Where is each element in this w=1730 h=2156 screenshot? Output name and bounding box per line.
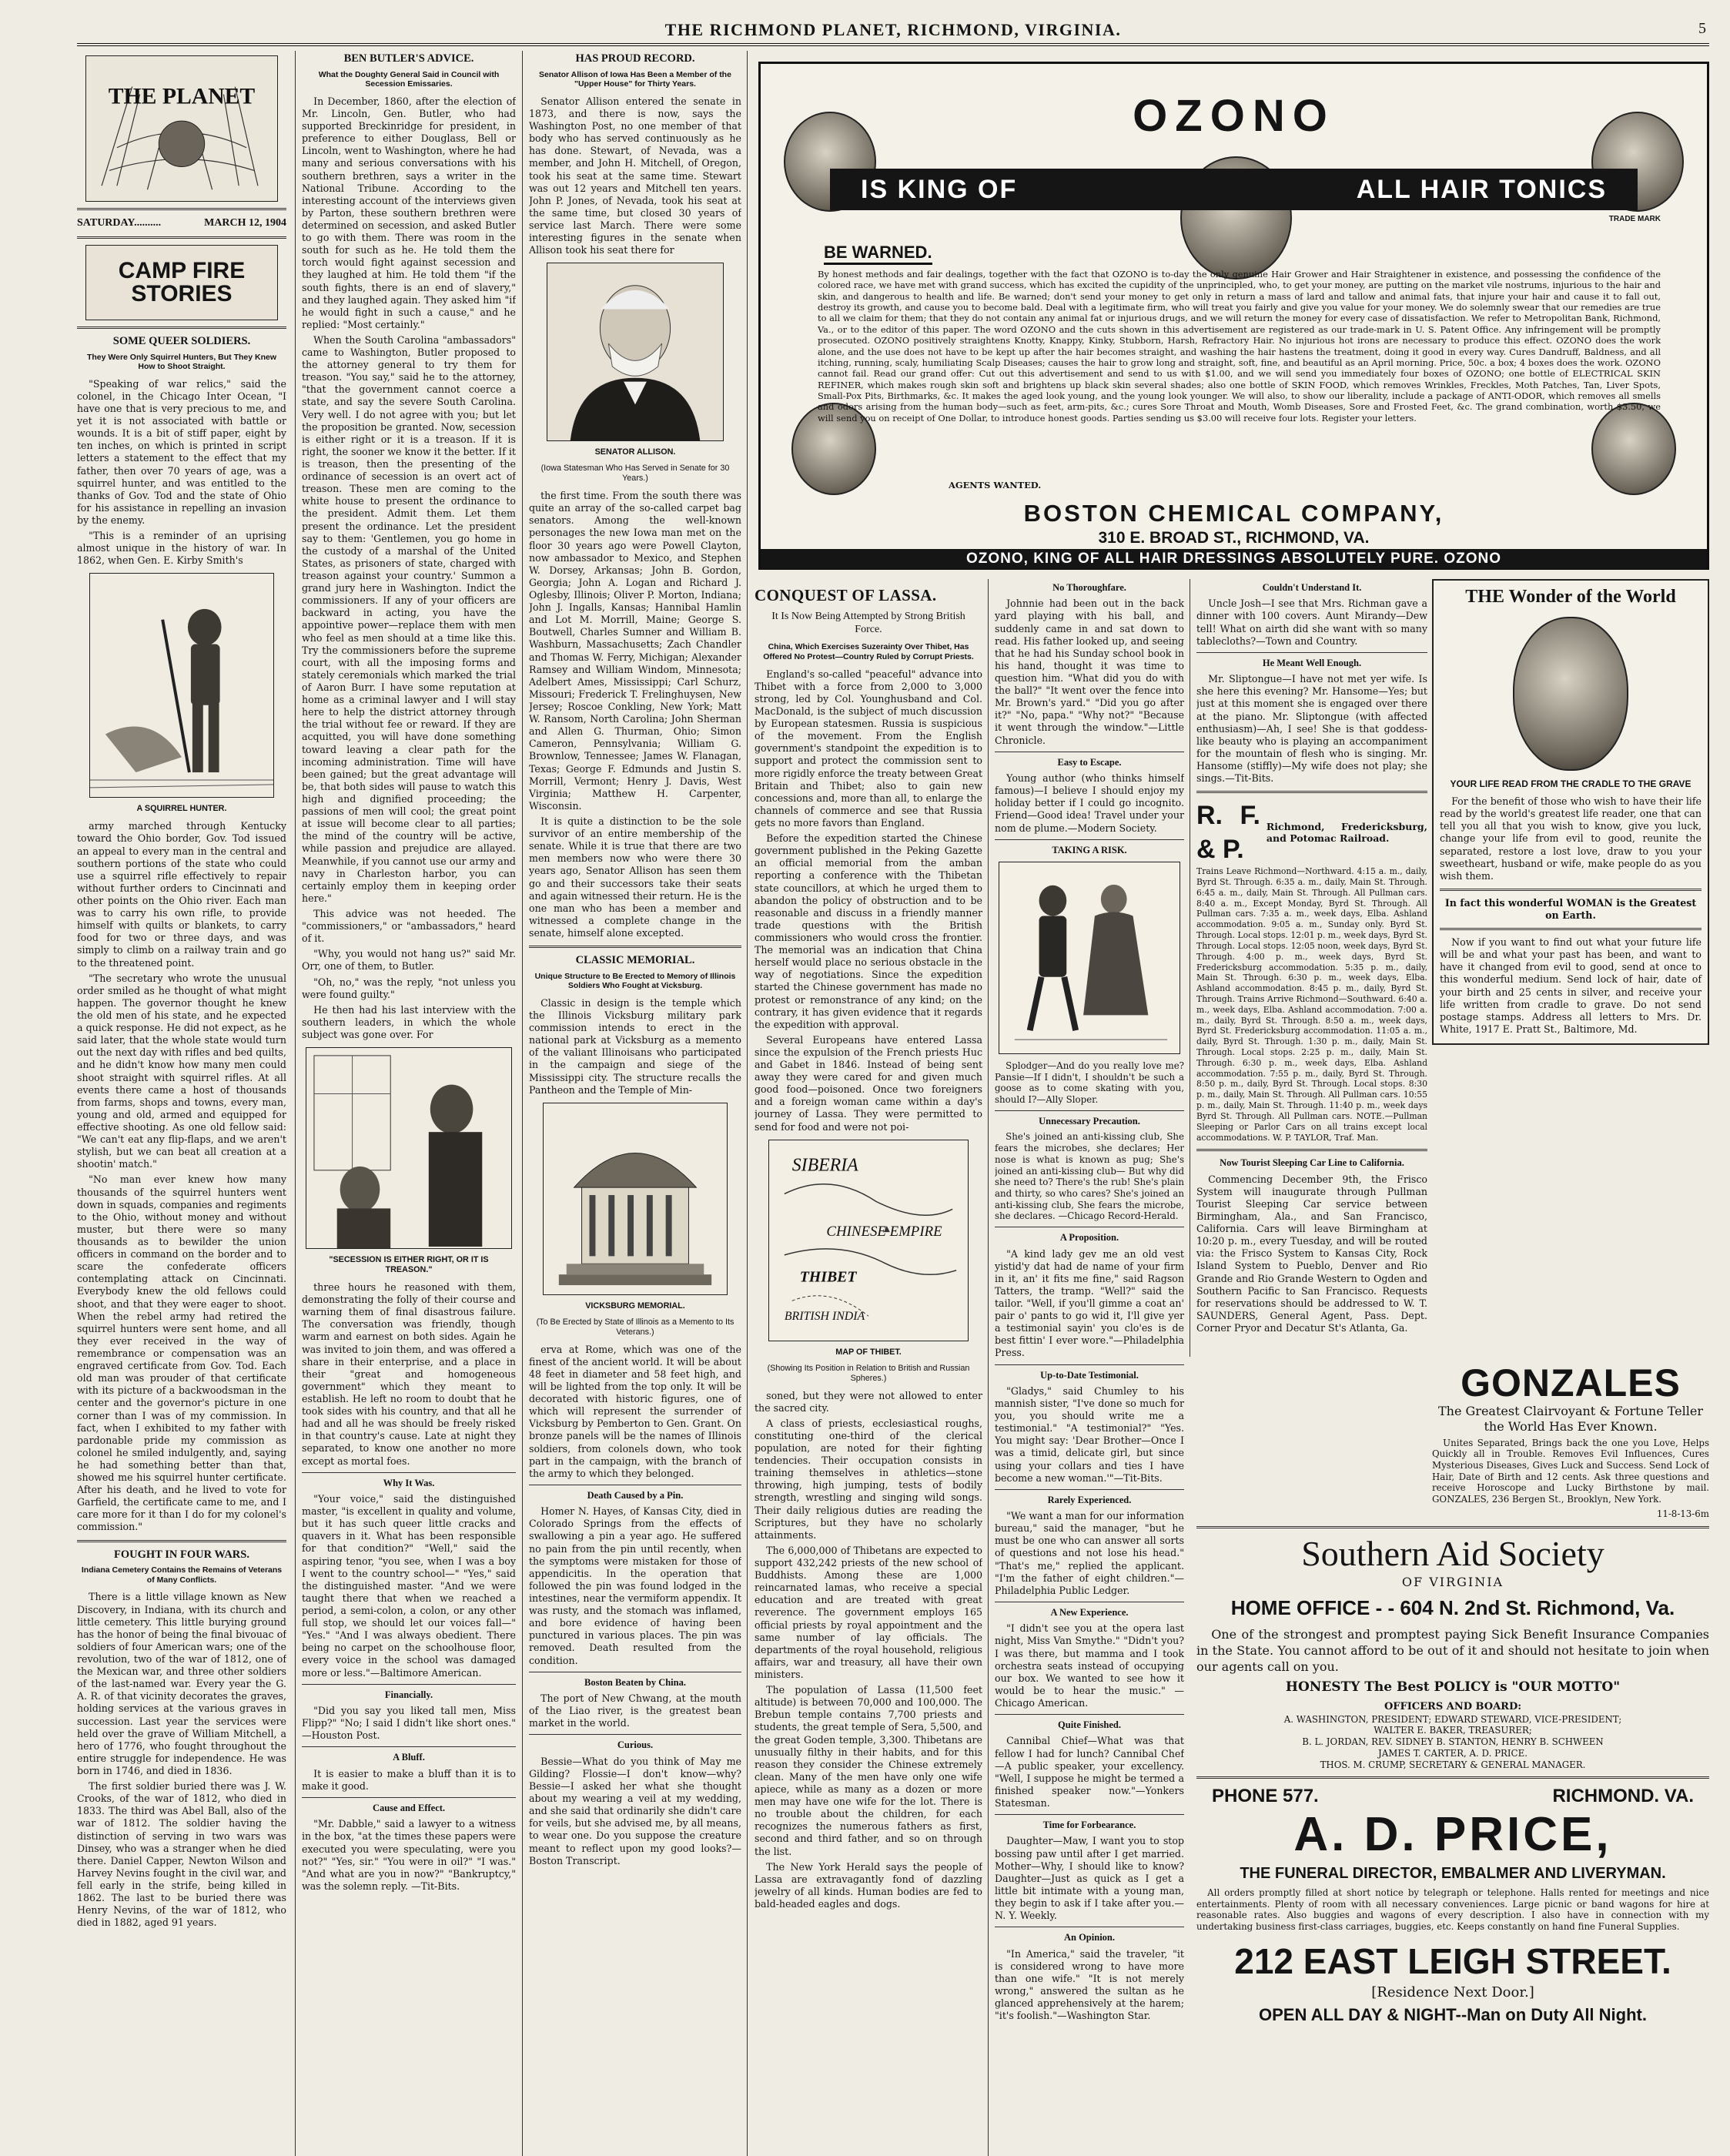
paragraph: In December, 1860, after the election of Mr. Lincoln, Gen. Butler, who had supported Breckinridge for president, in preference to either Douglass, Bell or Lincoln, went to Washington, where he had many and serious conversations with his southern brethren, says a writer in the National Tribune. According to the interesting account of the interviews given by Parton, these southern brethren were determined on secession, and asked Butler to go with them. There was room in the south for such as he. He told them the torch would fight against secession and they laughed at him. He told them "if the south fights, there is an end of slavery," and they laughed again. They asked him "if he would fight in such a cause," and he replied: "Most certainly." bbox=[302, 95, 516, 330]
article-subtitle: Unique Structure to Be Erected to Memory of Illinois Soldiers Who Fought at Vicksburg. bbox=[534, 971, 736, 991]
poem: She's joined an anti-kissing club, She fears the microbes, she declares; Her nose is what is known as pug; She's joined an anti-kissing club— But why did she need to? There's the rub! She's plain and thirty, so who cares? She's joined an anti-kissing club, She fears the microbe, she declares. —Chicago Record-Herald. bbox=[995, 1131, 1184, 1222]
trade-mark-label: TRADE MARK bbox=[1608, 215, 1661, 223]
newspaper-title: THE RICHMOND PLANET, RICHMOND, VIRGINIA. bbox=[664, 20, 1122, 39]
column-1 bbox=[77, 49, 286, 2148]
article-title: BEN BUTLER'S ADVICE. bbox=[343, 52, 474, 65]
butler-illustration bbox=[306, 1047, 512, 1249]
map-label-siberia: SIBERIA bbox=[791, 1155, 858, 1176]
issue-day: SATURDAY.......... bbox=[77, 217, 162, 229]
paragraph: Classic in design is the temple which the Illinois Vicksburg military park commission intends to erect in the national park at Vicksburg as a memento of the valiant Illinoisans who participated in the campaign and siege of the Mississippi city. The structure recalls the Pantheon and the Temple of Min- bbox=[529, 996, 741, 1096]
sas-officer-line: B. L. JORDAN, REV. SIDNEY B. STANTON, HENRY B. SCHWEEN bbox=[1302, 1736, 1604, 1748]
banner-right: ALL HAIR TONICS bbox=[1356, 174, 1607, 204]
illustration-caption: VICKSBURG MEMORIAL. bbox=[585, 1301, 685, 1311]
paragraph: It is easier to make a bluff than it is to make it good. bbox=[302, 1767, 516, 1792]
wonder-title: THE Wonder of the World bbox=[1465, 587, 1676, 607]
anecdote-title: A Bluff. bbox=[393, 1752, 425, 1763]
map-caption: MAP OF THIBET. bbox=[835, 1347, 902, 1357]
sas-officer-line: THOS. M. CRUMP, SECRETARY & GENERAL MANAGER. bbox=[1320, 1759, 1586, 1770]
divider bbox=[995, 839, 1184, 840]
article-subtitle: China, Which Exercises Suzerainty Over Thibet, Has Offered No Protest—Country Ruled by Corrupt Priests. bbox=[763, 642, 974, 662]
column-rule bbox=[747, 51, 748, 2156]
paragraph: "In America," said the traveler, "it is considered wrong to have more than one wife." "It is not merely wrong," answered the sultan as he glanced apprehensively at the harem; "it's foolish."—Washington Star. bbox=[995, 1947, 1184, 2022]
anecdote-title: A Proposition. bbox=[1059, 1232, 1119, 1244]
sas-of-virginia: OF VIRGINIA bbox=[1401, 1575, 1504, 1590]
ozono-banner bbox=[830, 169, 1638, 210]
company-address: 310 E. BROAD ST., RICHMOND, VA. bbox=[1098, 529, 1370, 547]
article-subtitle: What the Doughty General Said in Council with Secession Emissaries. bbox=[318, 69, 500, 89]
paragraph: soned, but they were not allowed to enter the sacred city. bbox=[755, 1389, 982, 1414]
paragraph: Cannibal Chief—What was that fellow I had for lunch? Cannibal Chef—A public speaker, your excellency. "Well, I suppose he might be termed a finished speaker now."—Yonkers Statesman. bbox=[995, 1735, 1184, 1809]
divider bbox=[995, 1110, 1184, 1111]
vicksburg-memorial-illustration bbox=[543, 1103, 728, 1295]
paragraph: Mr. Sliptongue—I have not met yer wife. Is she here this evening? Mr. Hansome—Yes; but just at this moment she is engaged over there at the piano. Mr. Sliptongue (with affected enthusiasm)—Ah, I see! She is that goddess-like beauty who is playing an accompaniment for the mountain of flesh who is singing. Mr. Hansome (stiffly)—My wife does not play; she sings.—Tit-Bits. bbox=[1196, 673, 1427, 785]
sas-text: One of the strongest and promptest paying Sick Benefit Insurance Companies in the State. You cannot afford to be out of it and should not hesitate to join when our agents call on you. bbox=[1196, 1626, 1709, 1674]
anecdote-title: Curious. bbox=[617, 1739, 654, 1751]
sas-officer-line: A. WASHINGTON, PRESIDENT; EDWARD STEWARD, VICE-PRESIDENT; bbox=[1283, 1713, 1622, 1725]
paragraph: There is a little village known as New Discovery, in Indiana, with its church and little cemetery. This little burying ground has the honor of being the final bivouac of soldiers of four American wars; one of the revolution, two of the war of 1812, one of the Mexican war, and three other soldiers of the last-named war. Every year the G. A. R. of that vicinity decorates the graves, holding services at the various graves in succession. Last year the services were held over the grave of William Mitchell, a hero of 1776, who fought throughout the entire struggle for independence. He was born in 1746, and died in 1836. bbox=[77, 1591, 286, 1776]
company-name: BOSTON CHEMICAL COMPANY, bbox=[1023, 500, 1444, 527]
gonzales-title: GONZALES bbox=[1461, 1363, 1681, 1404]
column-7 bbox=[1432, 579, 1709, 1357]
paragraph: Several Europeans have entered Lassa since the expulsion of the French priests Huc and Gabet in 1846. Instead of being sent away they were cared for and given much good food—poisoned. Once two foreigners and a foreign woman came within a day's journey of Lassa. They were permitted to send for food and were not poi- bbox=[755, 1033, 982, 1133]
price-city: RICHMOND. VA. bbox=[1552, 1786, 1694, 1807]
paragraph: Senator Allison entered the senate in 1873, and there is now, says the Washington Post, no one member of that body who has served continuously as he has done. Stewart, of Nevada, was a member, and John H. Mitchell, of Oregon, took his seat at the same time. Stewart was out 12 years and Mitchell ten years. John P. Jones, of Nevada, took his seat at the same time, but closed 30 years of service last March. There were some interesting figures in the senate when Allison took his seat there for bbox=[529, 95, 741, 256]
anecdote-title: Why It Was. bbox=[383, 1477, 435, 1488]
cartoon-caption: Splodger—And do you really love me? Pansie—If I didn't, I shouldn't be such a goose as to come skating with you, should I?—Ally Sloper. bbox=[995, 1060, 1184, 1106]
agents-wanted: AGENTS WANTED. bbox=[949, 480, 1042, 490]
anecdote-title: Quite Finished. bbox=[1058, 1719, 1121, 1731]
divider bbox=[1440, 928, 1702, 930]
anecdote-title: A New Experience. bbox=[1050, 1606, 1129, 1618]
divider bbox=[995, 1364, 1184, 1365]
anecdote-title: He Meant Well Enough. bbox=[1262, 657, 1362, 668]
price-street: 212 EAST LEIGH STREET. bbox=[1234, 1940, 1671, 1981]
gonzales-ad bbox=[1432, 1363, 1709, 1520]
paragraph: The 6,000,000 of Thibetans are expected to support 432,242 priests of the new school of Buddhists. Among these are 1,000 reincarnated lamas, who receive a special education and are treated with great reverence. The government employs 165 official priests by royal appointment and the same number of lay officials. The departments of the royal household, religious affairs, war and treasury, all have their own ministers. bbox=[755, 1544, 982, 1680]
wonder-of-world-ad bbox=[1432, 579, 1709, 1045]
portrait-caption: SENATOR ALLISON. bbox=[594, 447, 676, 457]
anecdote-title: An Opinion. bbox=[1063, 1932, 1115, 1943]
page-number: 5 bbox=[1698, 20, 1706, 37]
column-rule bbox=[988, 579, 989, 2156]
senator-allison-portrait bbox=[547, 263, 724, 441]
sas-officer-line: JAMES T. CARTER, A. D. PRICE. bbox=[1378, 1747, 1528, 1759]
column-4 bbox=[755, 579, 982, 2150]
planet-logo-text: THE PLANET bbox=[108, 84, 256, 109]
divider bbox=[77, 1540, 286, 1542]
article-subtitle: It Is Now Being Attempted by Strong British Force. bbox=[771, 610, 965, 635]
skating-cartoon bbox=[999, 862, 1180, 1054]
sas-officer-line: WALTER E. BAKER, TREASURER; bbox=[1374, 1725, 1532, 1736]
paragraph: "I didn't see you at the opera last night, Miss Van Smythe." "Didn't you? I was there, but mamma and I took orchestra seats instead of occupying our box. We wanted to see how it would be to hear the music." —Chicago American. bbox=[995, 1622, 1184, 1709]
divider bbox=[995, 1814, 1184, 1815]
paragraph: "Gladys," said Chumley to his mannish sister, "I've done so much for you, you should write me a testimonial." "A testimonial?" "Yes. You might say: 'Dear Brother—Once I was a timid, delicate girl, but since using your collars and ties I have become a new woman.'"—Tit-Bits. bbox=[995, 1384, 1184, 1484]
illustration-caption: A SQUIRREL HUNTER. bbox=[136, 804, 227, 814]
divider bbox=[529, 1734, 741, 1735]
anecdote-title: Cause and Effect. bbox=[372, 1802, 446, 1813]
divider bbox=[302, 1746, 516, 1747]
paragraph: This advice was not heeded. The "commissioners," or "ambassadors," heard of it. bbox=[302, 907, 516, 945]
ozono-body-text: By honest methods and fair dealings, together with the fact that OZONO is to-day the only genuine Hair Grower and Hair Straightener in existence, and possessing the confidence of the colored race, we have met with grand success, which has excited the cupidity of the unprincipled, who, to get your money, are putting on the market vile nostrums, injurious to the hair and skin, and dangerous to health and life. Be warned; don't send your money to get only in return a mass of lard and tallow and animal fats, that injure your hair and cause it to fall out, destroy its growth, and cause you to become bald. Deal with a legitimate firm, who will treat you fairly and give you value for your money. We do solemnly swear that our remedies are true to all we claim for them; that they do not contain any animal fat or injurious drugs, and we will return the money for every case of dissatisfaction. We refer to Metropolitan Bank, Richmond, Va., or to the editor of this paper. The word OZONO and the cuts shown in this advertisement are registered as our trade-mark in U. S. Patent Office. Any infringement will be promptly prosecuted. OZONO positively straightens Knotty, Knappy, Kinky, Stubborn, Harsh, Refractory Hair. No injurious hot irons are necessary to produce this effect. OZONO does the work alone, and the use does not have to be kept up after the hair becomes straight, and washing the hair hastens the treatment, doing it good in every way. Cures Dandruff, Baldness, and all itching, running, scaly, humiliating Scalp Diseases; causes the hair to grow long and straight, soft, fine, and beautiful as an April morning. Price, 50c. a box; 4 boxes does the work. OZONO cannot fail. Read our grand offer: Cut out this advertisement and send to us with $1.00, and we will send you immediately four boxes of OZONO; one bottle of ELECTRICAL SKIN REFINER, which makes rough skin soft and brightens up black skin several shades; also one bottle of SKIN FOOD, which removes Wrinkles, Freckles, Moth Patches, Tan, Liver Spots, Small-Pox Pits, Birthmarks, &c. It makes the aged look young, and the young look younger. We will also, to show our liberality, include a package of ANTI-ODOR, which removes all smells and odors arising from the human body—such as feet, arm-pits, &c.; cures Sore Throat and Mouth, Womb Diseases, Sore and Frosted Feet, &c. The grand combination, worth $3.50, we will send you on receipt of One Dollar, to introduce honest goods. Parties sending us $3.00 will receive four lots. Register your letters. bbox=[818, 269, 1661, 424]
article-title: CLASSIC MEMORIAL. bbox=[575, 954, 695, 967]
article-subtitle: Senator Allison of Iowa Has Been a Member of the "Upper House" for Thirty Years. bbox=[539, 69, 731, 89]
divider bbox=[1196, 1526, 1709, 1528]
rfp-timetable: Trains Leave Richmond—Northward. 4:15 a. m., daily, Byrd St. Through. 6:35 a. m., daily, Main St. Through. 6:45 a. m., daily, Main St. Through. All Pullman cars. 8:40 a. m., Except Monday, Byrd St. Through. All Pullman cars. 7:35 a. m., week days, Elba. Ashland accommodation. 9:05 a. m., Sunday only. Byrd St. Through. Local stops. 12:01 p. m., week days, Byrd St. Through. Local stops. 12:05 noon, week days, Byrd St. Through. 4:00 p. m., week days, Byrd St. Fredericksburg accommodation. 5:35 p. m., daily, Main St. Through. 6:30 p. m., week days, Elba. Ashland accommodation. 8:45 p. m., daily, Byrd St. Through. Trains Arrive Richmond—Southward. 6:40 a. m., week days, Elba. Ashland accommodation. 7:00 a. m., daily, Byrd St. Through. 8:50 a. m., week days, Byrd St. Fredericksburg accommodation. 11:05 a. m., daily, Byrd St. Through. 1:30 p. m., daily, Main St. Through. Local stops. 2:25 p. m., daily, Main St. Through. 6:30 p. m., week days, Elba. Ashland accommodation. 7:55 p. m., daily, Byrd St. Through. 8:50 p. m., daily, Byrd St. Through. Local stops. 8:30 p. m., daily, Main St. Through. All Pullman cars. 10:55 p. m., daily, Main St. Through. 11:40 p. m., week days Byrd St. Through. All Pullman cars. NOTE.—Pullman Sleeping or Parlor Cars on all trains except local accommodations. W. P. TAYLOR, Traf. Man. bbox=[1196, 866, 1427, 1143]
anecdote-title: Death Caused by a Pin. bbox=[587, 1489, 684, 1501]
gonzales-text: Unites Separated, Brings back the one you Love, Helps Quickly all in Trouble. Removes Evil Influences, Cures Mysterious Diseases, Gives Luck and Success. Send Lock of Hair, Date of Birth and 12 cents. Ask three questions and receive Horoscope and Lucky Birthstone by mail. GONZALES, 236 Bergen St., Brooklyn, New York. bbox=[1432, 1437, 1709, 1505]
divider bbox=[77, 208, 286, 210]
paragraph: "This is a reminder of an uprising almost unique in the history of war. In 1862, when Gen. E. Kirby Smith's bbox=[77, 530, 286, 567]
article-title: SOME QUEER SOLDIERS. bbox=[112, 334, 251, 347]
paragraph: Before the expedition started the Chinese government published in the Peking Gazette an official memorial from the amban reporting a conference with the Thibetan state councillors, at which he urged them to abandon the policy of obstruction and to be reasonable and discuss in a friendly manner trade questions with the British commissioners who would cross the frontier. The memorial was an indication that China herself would place no serious obstacle in the way of negotiations. Since the expedition started the Chinese government has made no protest or remonstrance of any kind; on the contrary, it has given evidence that it regards the expedition with approval. bbox=[755, 832, 982, 1030]
sas-officers-heading: OFFICERS AND BOARD: bbox=[1384, 1701, 1522, 1713]
map-label-india: BRITISH INDIA bbox=[784, 1309, 865, 1323]
rfp-railroad-header bbox=[1196, 799, 1427, 866]
price-text: All orders promptly filled at short notice by telegraph or telephone. Halls rented for meetings and nice entertainments. Plenty of room with all necessary conveniences. Large picnic or band wagons for hire at reasonable rates. Also buggies and wagons of every description. I also have in connection with my undertaking business first-class carriages, buggies, etc. Keeps constantly on hand fine Funeral Supplies. bbox=[1196, 1886, 1709, 1933]
paragraph: three hours he reasoned with them, demonstrating the folly of their course and warning them of final disastrous failure. The conversation was friendly, though warm and earnest on both sides. Again he was invited to join them, and was offered a share in their enterprise, and a place in their "great and homogeneous government" which they meant to establish. He left no room to doubt that he took sides with his country, and that all he had and all he was should be freely risked in that country's cause. Late at night they separated, to know one another no more except as mortal foes. bbox=[302, 1281, 516, 1467]
wonder-highlight: In fact this wonderful WOMAN is the Greatest on Earth. bbox=[1444, 896, 1697, 921]
sas-motto: HONESTY The Best POLICY is "OUR MOTTO" bbox=[1285, 1679, 1621, 1696]
divider bbox=[1196, 1149, 1427, 1151]
article-subtitle: Indiana Cemetery Contains the Remains of Veterans of Many Conflicts. bbox=[81, 1565, 283, 1585]
paragraph: "No man ever knew how many thousands of the squirrel hunters went down in squads, companies and regiments to the Ohio, without money and without muster, but there were so many thousands as to bewilder the union officers in command on the border and to scare the confederate officers contemplating attack on Cincinnati. Everybody knew the old fellows could shoot, and that they were eager to shoot. When the rebel army had retired the squirrel hunters were sent home, and all they ever received in the way of remembrance or compensation was an engraved certificate from Gov. Tod. Each old man was prouder of that certificate with its picture of a backwoodsman in the center and the governor's picture in one corner than I was of my commission. In fact, when I exhibited to my father with pardonable pride my commission as colonel he smiled indulgently, and, saying he had something better than that, showed me his squirrel hunter certificate. After his death, and he lived to vote for Garfield, the certificate came to me, and I care more for it than I do for my colonel's commission." bbox=[77, 1173, 286, 1533]
paragraph: Bessie—What do you think of May me Gilding? Flossie—I don't know—why? Bessie—I asked her what she thought about my wearing a veil at my wedding, and she said that ordinarily she didn't care for veils, but she advised me, by all means, to wear one. Do you suppose the creature meant to reflect upon my good looks?—Boston Transcript. bbox=[529, 1755, 741, 1866]
anecdote-title: Boston Beaten by China. bbox=[584, 1676, 686, 1688]
divider bbox=[529, 946, 741, 948]
article-title: CONQUEST OF LASSA. bbox=[755, 586, 937, 604]
paragraph: "A kind lady gev me an old vest yistid'y dat had de name of your firm in it, an' it fits me fine," said Ragson Tatters, the tramp. "Well?" said the tailor. "Well, if you'll gimme a coat an' pair o' pants to go wid it, I'll give yer a testimonial sayin' you clo'es is de best fittin' I ever wore."—Philadelphia Press. bbox=[995, 1247, 1184, 1359]
map-of-thibet bbox=[768, 1140, 969, 1341]
paragraph: "Did you say you liked tall men, Miss Flipp?" "No; I said I didn't like short ones." —Houston Post. bbox=[302, 1705, 516, 1742]
paragraph: Now if you want to find out what your future life will be and what your past has been, and want to have it changed from evil to good, send at once to this wonderful medium. Send lock of hair, date of your birth and 25 cents in silver, and receive your life written from cradle to grave. Do not send postage stamps. Address all letters to Mrs. Dr. White, 1917 E. Pratt St., Baltimore, Md. bbox=[1440, 936, 1702, 1035]
column-6 bbox=[1196, 579, 1427, 1357]
issue-date-value: MARCH 12, 1904 bbox=[204, 217, 286, 229]
paragraph: It is quite a distinction to be the sole survivor of an entire membership of the senate. While it is true that there are two men members now who were there 30 years ago, Senator Allison has seen them go and their successors take their seats and again witnessed their return. He is the one man who has been a member and witnessed a complete change in the senate, himself alone excepted. bbox=[529, 815, 741, 939]
article-title: FOUGHT IN FOUR WARS. bbox=[114, 1548, 249, 1561]
map-label-china: CHINESE EMPIRE bbox=[826, 1223, 942, 1240]
paragraph: army marched through Kentucky toward the Ohio border, Gov. Tod issued an appeal to every man in the central and southern portions of the state who could use a squirrel rifle effectively to repair without further orders to Cincinnati and other points on the Ohio river. Each man was to carry his own rifle, to provide himself with quilts or blankets, to carry food for two or three days, and was simply to climb on a railway train and go to the threatened point. bbox=[77, 820, 286, 969]
column-5 bbox=[995, 579, 1184, 2150]
rfp-subtitle: Richmond, Fredericksburg, and Potomac Railroad. bbox=[1266, 821, 1427, 844]
paragraph: A class of priests, ecclesiastical roughs, constituting one-third of the clerical population, are noted for their fighting tendencies. Their occupation consists in training themselves in athletics—stone throwing, high jumping, tests of bodily strength, wrestling and singing wild songs. Their daily religious duties are reading the Scriptures, but they have no scholarly attainments. bbox=[755, 1417, 982, 1541]
gonzales-subtitle: The Greatest Clairvoyant & Fortune Teller the World Has Ever Known. bbox=[1437, 1403, 1703, 1434]
map-label-thibet: THIBET bbox=[799, 1268, 857, 1286]
paragraph: Homer N. Hayes, of Kansas City, died in Colorado Springs from the effects of swallowing a pin a year ago. He suffered no pain from the pin until recently, when the symptoms were mistaken for those of appendicitis. In the operation that followed the pin was found lodged in the intestines, near the vermiform appendix. It was rusty, and the stomach was inflamed, and bore evidence of having been punctured in various places. The pin was removed. Death resulted from the condition. bbox=[529, 1505, 741, 1666]
masthead bbox=[77, 17, 1709, 46]
map-caption-detail: (Showing Its Position in Relation to British and Russian Spheres.) bbox=[767, 1363, 970, 1383]
phone-number: PHONE 577. bbox=[1212, 1786, 1319, 1807]
paragraph: "We want a man for our information bureau," said the manager, "but he must be one who can answer all sorts of questions and not lose his head." "That's me," replied the applicant. "I'm the father of eight children."—Philadelphia Public Ledger. bbox=[995, 1510, 1184, 1596]
divider bbox=[1196, 791, 1427, 793]
anecdote-title: Financially. bbox=[384, 1689, 433, 1700]
paragraph: "Oh, no," was the reply, "not unless you were found guilty." bbox=[302, 976, 516, 1000]
anecdote-title: Unnecessary Precaution. bbox=[1039, 1115, 1140, 1127]
right-ads bbox=[1196, 1363, 1709, 2150]
paragraph: The port of New Chwang, at the mouth of the Liao river, is the greatest bean market in the world. bbox=[529, 1692, 741, 1729]
paragraph: "Your voice," said the distinguished master, "is excellent in quality and volume, but it has such queer little cracks and quavers in it. What has been responsible for that condition?" "Well," said the aspiring tenor, "you see, when I was a boy I went to the country school—" "Yes," said the distinguished master. "And we were taught there that when we reached a period, a semi-colon, a colon, or any other full stop, we should let our voices fall—" "Yes." "And I was always obedient. There being no carpet on the schoolhouse floor, every voice in the school was damaged more or less."—Baltimore American. bbox=[302, 1492, 516, 1679]
anecdote-title: Couldn't Understand It. bbox=[1262, 582, 1362, 593]
price-subtitle: THE FUNERAL DIRECTOR, EMBALMER AND LIVERYMAN. bbox=[1240, 1865, 1666, 1883]
squirrel-hunter-illustration bbox=[89, 573, 274, 798]
issue-date bbox=[77, 216, 286, 230]
divider bbox=[302, 1684, 516, 1685]
paragraph: When the South Carolina "ambassadors" came to Washington, Butler proposed to the attorney general to try them for treason. "You say," said he to the attorney, "that the government cannot coerce a state, and say the severe South Carolina. Very well. I do not agree with you; but let the proposition be granted. Now, secession is either right or it is a treason. If it is right, the sooner we know it the better. If it is treason, then the presenting of the ordinance of secession is an overt act of treason. These men are coming to the white house to present the ordinance to the president. Admit them. Let them present the ordinance. Let the president say to them: 'Gentlemen, you go home in the custody of a marshal of the United States, as prisoners of state, charged with treason against your country.' Summon a grand jury here in Washington. Indict the commissioners. If any of your officers are backward in acting, you have the appointive power—replace them with men who feel as men should at a time like this. Try the commissioners before the supreme court, with all the imposing forms and stately ceremonials which marked the trial of Aaron Burr. I have some reputation at home as a criminal lawyer and I will stay here to help the district attorney through the trial without fee or reward. If they are acquitted, you will have done something toward leaving a clear path for the incoming administration. Time will have been gained; but the great advantage will be, that both sides will pause to watch this high and dignified proceeding; the passions of men will cool; the great point at issue will become clear to all parties; the mind of the country will be active, while passion and prejudice are allayed. Meanwhile, if you cannot use our army and navy in Charleston harbor, you can certainly employ them in keeping order here." bbox=[302, 333, 516, 904]
be-warned-heading: BE WARNED. bbox=[824, 243, 932, 265]
divider bbox=[995, 1489, 1184, 1490]
divider bbox=[77, 326, 286, 329]
ozono-advertisement bbox=[758, 62, 1709, 570]
paragraph: "The secretary who wrote the unusual order smiled as he thought of what might happen. The governor thought he knew the old men of his state, and he expected a quick response. He did not expect, as he said later, that the whole state would turn out the next day with rifles and bed quilts, and he didn't know how many men could shoot straight with squirrel rifles. At all events there came a host of thousands from farms, shops and towns, every man, young and old, armed and equipped for effective shooting. As one old fellow said: "We can't eat any flip-flaps, and we aren't stylish, but we can beat all creation at a shootin' match." bbox=[77, 972, 286, 1170]
paragraph: The population of Lassa (11,500 feet altitude) is between 70,000 and 100,000. The Brebun temple contains 7,700 priests and students, the great temple of Sera, 5,500, and the great Goden temple, 3,300. Thibetans are unusually filthy in their habits, and for this reason they consider the Chinese extremely clean. Many of the men have only one wife apiece, while as many as a dozen or more men may have one wife for the lot. There is no trouble about the children, for each recognizes the numerous fathers as first, second and third father, and so on through the list. bbox=[755, 1684, 982, 1857]
notice-title: Now Tourist Sleeping Car Line to California. bbox=[1220, 1157, 1404, 1169]
anecdote-title: Time for Forbearance. bbox=[1042, 1820, 1136, 1831]
article-subtitle: They Were Only Squirrel Hunters, But They Knew How to Shoot Straight. bbox=[86, 352, 277, 372]
banner-left: IS KING OF bbox=[861, 174, 1018, 204]
column-rule bbox=[295, 51, 296, 2156]
paragraph: The New York Herald says the people of Lassa are extravagantly fond of dazzling jewelry of all kinds. Human bodies are fed to bald-headed eagles and dogs. bbox=[755, 1860, 982, 1910]
rfp-logo: R. F. & P. bbox=[1196, 801, 1260, 864]
divider bbox=[77, 236, 286, 239]
campfire-stories-heading: CAMP FIRE STORIES bbox=[85, 245, 278, 320]
price-contact-row bbox=[1196, 1785, 1709, 1809]
paragraph: The first soldier buried there was J. W. Crooks, of the war of 1812, who died in 1833. The third was Abel Ball, also of the war of 1812. The soldier having the distinction of serving in two wars was Dinsey, who was a stranger when he died there. Daniel Capper, Newton Wilson and Harvey Nevins fought in the civil war, and fell early in the strife, being killed in 1862. The last to be buried there was Henry Nevins, of the war of 1812, who died in 1882, aged 91 years. bbox=[77, 1780, 286, 1929]
paragraph: For the benefit of those who wish to have their life read by the world's greatest life reader, one that can tell you all that you wish to know, give you luck, change your life from evil to good, reunite the separated, restore a lost love, draw to you your sweetheart, husband or wife, make people do as you wish them. bbox=[1440, 795, 1702, 882]
sas-home-office: HOME OFFICE - - 604 N. 2nd St. Richmond, Va. bbox=[1230, 1595, 1675, 1619]
paragraph: England's so-called "peaceful" advance into Thibet with a force from 2,000 to 3,000 strong, led by Col. Younghusband and Col. MacDonald, is the subject of much discussion by European statesmen. Russia is suspicious of the movement. From the English government's standpoint the expedition is to support and protect the commission sent to more rigidly enforce the treaty between Great Britain and Thibet; also to gain new concessions and, more than all, to enlarge the channels of commerce and see that Russia gets no more favors than England. bbox=[755, 668, 982, 829]
column-3 bbox=[529, 49, 741, 2148]
paragraph: He then had his last interview with the southern leaders, in which the whole subject was gone over. For bbox=[302, 1003, 516, 1040]
ozono-title: OZONO bbox=[1133, 91, 1335, 141]
paragraph: the first time. From the south there was quite an array of the so-called carpet bag senators. Among the well-known personages the new Iowa man met on the floor 30 years ago were Powell Clayton, now ambassador to Mexico, and Stephen W. Dorsey, Arkansas; John B. Gordon, Georgia; John A. Logan and Richard J. Oglesby, Illinois; Oliver P. Morton, Indiana; John J. Ingalls, Kansas; Hannibal Hamlin and Lot M. Morrill, Maine; George S. Boutwell, Charles Sumner and William B. Washburn, Massachusetts; Zach Chandler and Thomas W. Ferry, Michigan; Alexander Ramsey and William Windom, Minnesota; Adelbert Ames, Mississippi; Carl Schurz, Missouri; Frederick T. Frelinghuysen, New Jersey; Roscoe Conkling, New York; Matt W. Ransom, North Carolina; John Sherman and Allen G. Thurman, Ohio; Simon Cameron, Pennsylvania; William G. Brownlow, Tennessee; James W. Flanagan, Texas; George F. Edmunds and Justin S. Morrill, Vermont; Henry J. Davis, West Virginia; Matthew H. Carpenter, Wisconsin. bbox=[529, 490, 741, 812]
wonder-caption: YOUR LIFE READ FROM THE CRADLE TO THE GRAVE bbox=[1450, 778, 1692, 789]
paragraph: Uncle Josh—I see that Mrs. Richman gave a dinner with 100 covers. Aunt Mirandy—Dew tell! What on airth did she want with so many tablecloths?—Town and Country. bbox=[1196, 598, 1427, 647]
anecdote-title: Up-to-Date Testimonial. bbox=[1040, 1369, 1139, 1381]
divider bbox=[1196, 652, 1427, 653]
paragraph: "Speaking of war relics," said the colonel, in the Chicago Inter Ocean, "I have one that is very precious to me, and yet it is not associated with battle or wounds. It is a bit of stiff paper, eight by ten inches, on which is printed in script letters a statement to the effect that my father, then over 70 years of age, was a squirrel hunter, and was entitled to the thanks of Gov. Tod and the state of Ohio for his assistance in repelling an invasion by the enemy. bbox=[77, 377, 286, 526]
illustration-caption: "SECESSION IS EITHER RIGHT, OR IT IS TREASON." bbox=[329, 1255, 489, 1275]
portrait-caption-detail: (Iowa Statesman Who Has Served in Senate for 30 Years.) bbox=[540, 464, 730, 484]
woman-portrait bbox=[1513, 617, 1628, 771]
paragraph: "Mr. Dabble," said a lawyer to a witness in the box, "at the times these papers were executed you were speculating, were you not?" "Yes, sir." "You were in oil?" "I was." "And what are you in now?" "Bankruptcy," was the solemn reply. —Tit-Bits. bbox=[302, 1818, 516, 1892]
cartoon-title: TAKING A RISK. bbox=[1052, 844, 1127, 855]
ozono-footer-banner: OZONO, KING OF ALL HAIR DRESSINGS ABSOLUTELY PURE. OZONO bbox=[761, 549, 1707, 569]
price-title: A. D. PRICE, bbox=[1293, 1808, 1612, 1862]
paragraph: Daughter—Maw, I want you to stop bossing paw until after I get married. Mother—Why, I should like to know? Daughter—Just as quick as I get a little bit intimate with a young man, they begin to ask if I take after you.—N. Y. Weekly. bbox=[995, 1835, 1184, 1922]
divider bbox=[302, 1797, 516, 1798]
paragraph: erva at Rome, which was one of the finest of the ancient world. It will be about 48 feet in diameter and 58 feet high, and will be lighted from the top only. It will be decorated with historic figures, one of which will represent the surrender of Vicksburg by Pemberton to Gen. Grant. On bronze panels will be the names of Illinois soldiers, from colonels down, who took part in the campaign, with the branch of the army to which they belonged. bbox=[529, 1343, 741, 1479]
illustration-caption-detail: (To Be Erected by State of Illinois as a Memento to Its Veterans.) bbox=[536, 1317, 734, 1337]
paragraph: "Why, you would not hang us?" said Mr. Orr, one of them, to Butler. bbox=[302, 948, 516, 973]
anecdote-title: Easy to Escape. bbox=[1057, 756, 1122, 768]
paragraph: Johnnie had been out in the back yard playing with his ball, and suddenly came in and sat down to read. His father looked up, and seeing that he had his Sunday school book in his hand, thought it was time to question him. "What did you do with the ball?" "It went over the fence into Mr. Brown's yard." "Did you go after it?" "No, papa." "Why not?" "Because it went through the window."—Little Chronicle. bbox=[995, 598, 1184, 746]
price-open-hours: OPEN ALL DAY & NIGHT--Man on Duty All Night. bbox=[1259, 2005, 1647, 2025]
planet-logo bbox=[85, 55, 278, 202]
column-rule bbox=[522, 51, 523, 2156]
anecdote-title: No Thoroughfare. bbox=[1052, 582, 1126, 593]
ad-reference: 11-8-13-6m bbox=[1656, 1508, 1709, 1519]
paragraph: Commencing December 9th, the Frisco System will inaugurate through Pullman Tourist Sleeping Car service between Birmingham, Ala., and San Francisco, California. Cars will leave Birmingham at 10:20 p. m., every Tuesday, and will be routed via: the Frisco System to Kansas City, Rock Island System to Pueblo, Denver and Rio Grande and Rio Grande Western to Ogden and Southern Pacific to San Francisco. Requests for reservations should be addressed to W. T. SAUNDERS, General Agent, Pass. Dept. Corner Pryor and Decatur St's Atlanta, Ga. bbox=[1196, 1173, 1427, 1334]
paragraph: Young author (who thinks himself famous)—I believe I should enjoy my holiday better if I could go incognito. Friend—Good idea! Travel under your nom de plume.—Modern Society. bbox=[995, 772, 1184, 834]
anecdote-title: Rarely Experienced. bbox=[1047, 1494, 1132, 1505]
divider bbox=[1440, 889, 1702, 891]
divider bbox=[302, 1472, 516, 1473]
article-title: HAS PROUD RECORD. bbox=[575, 52, 695, 65]
sas-title: Southern Aid Society bbox=[1301, 1533, 1605, 1573]
divider bbox=[1196, 1776, 1709, 1779]
column-2 bbox=[302, 49, 516, 2148]
divider bbox=[995, 1714, 1184, 1715]
price-residence: [Residence Next Door.] bbox=[1371, 1984, 1534, 2001]
